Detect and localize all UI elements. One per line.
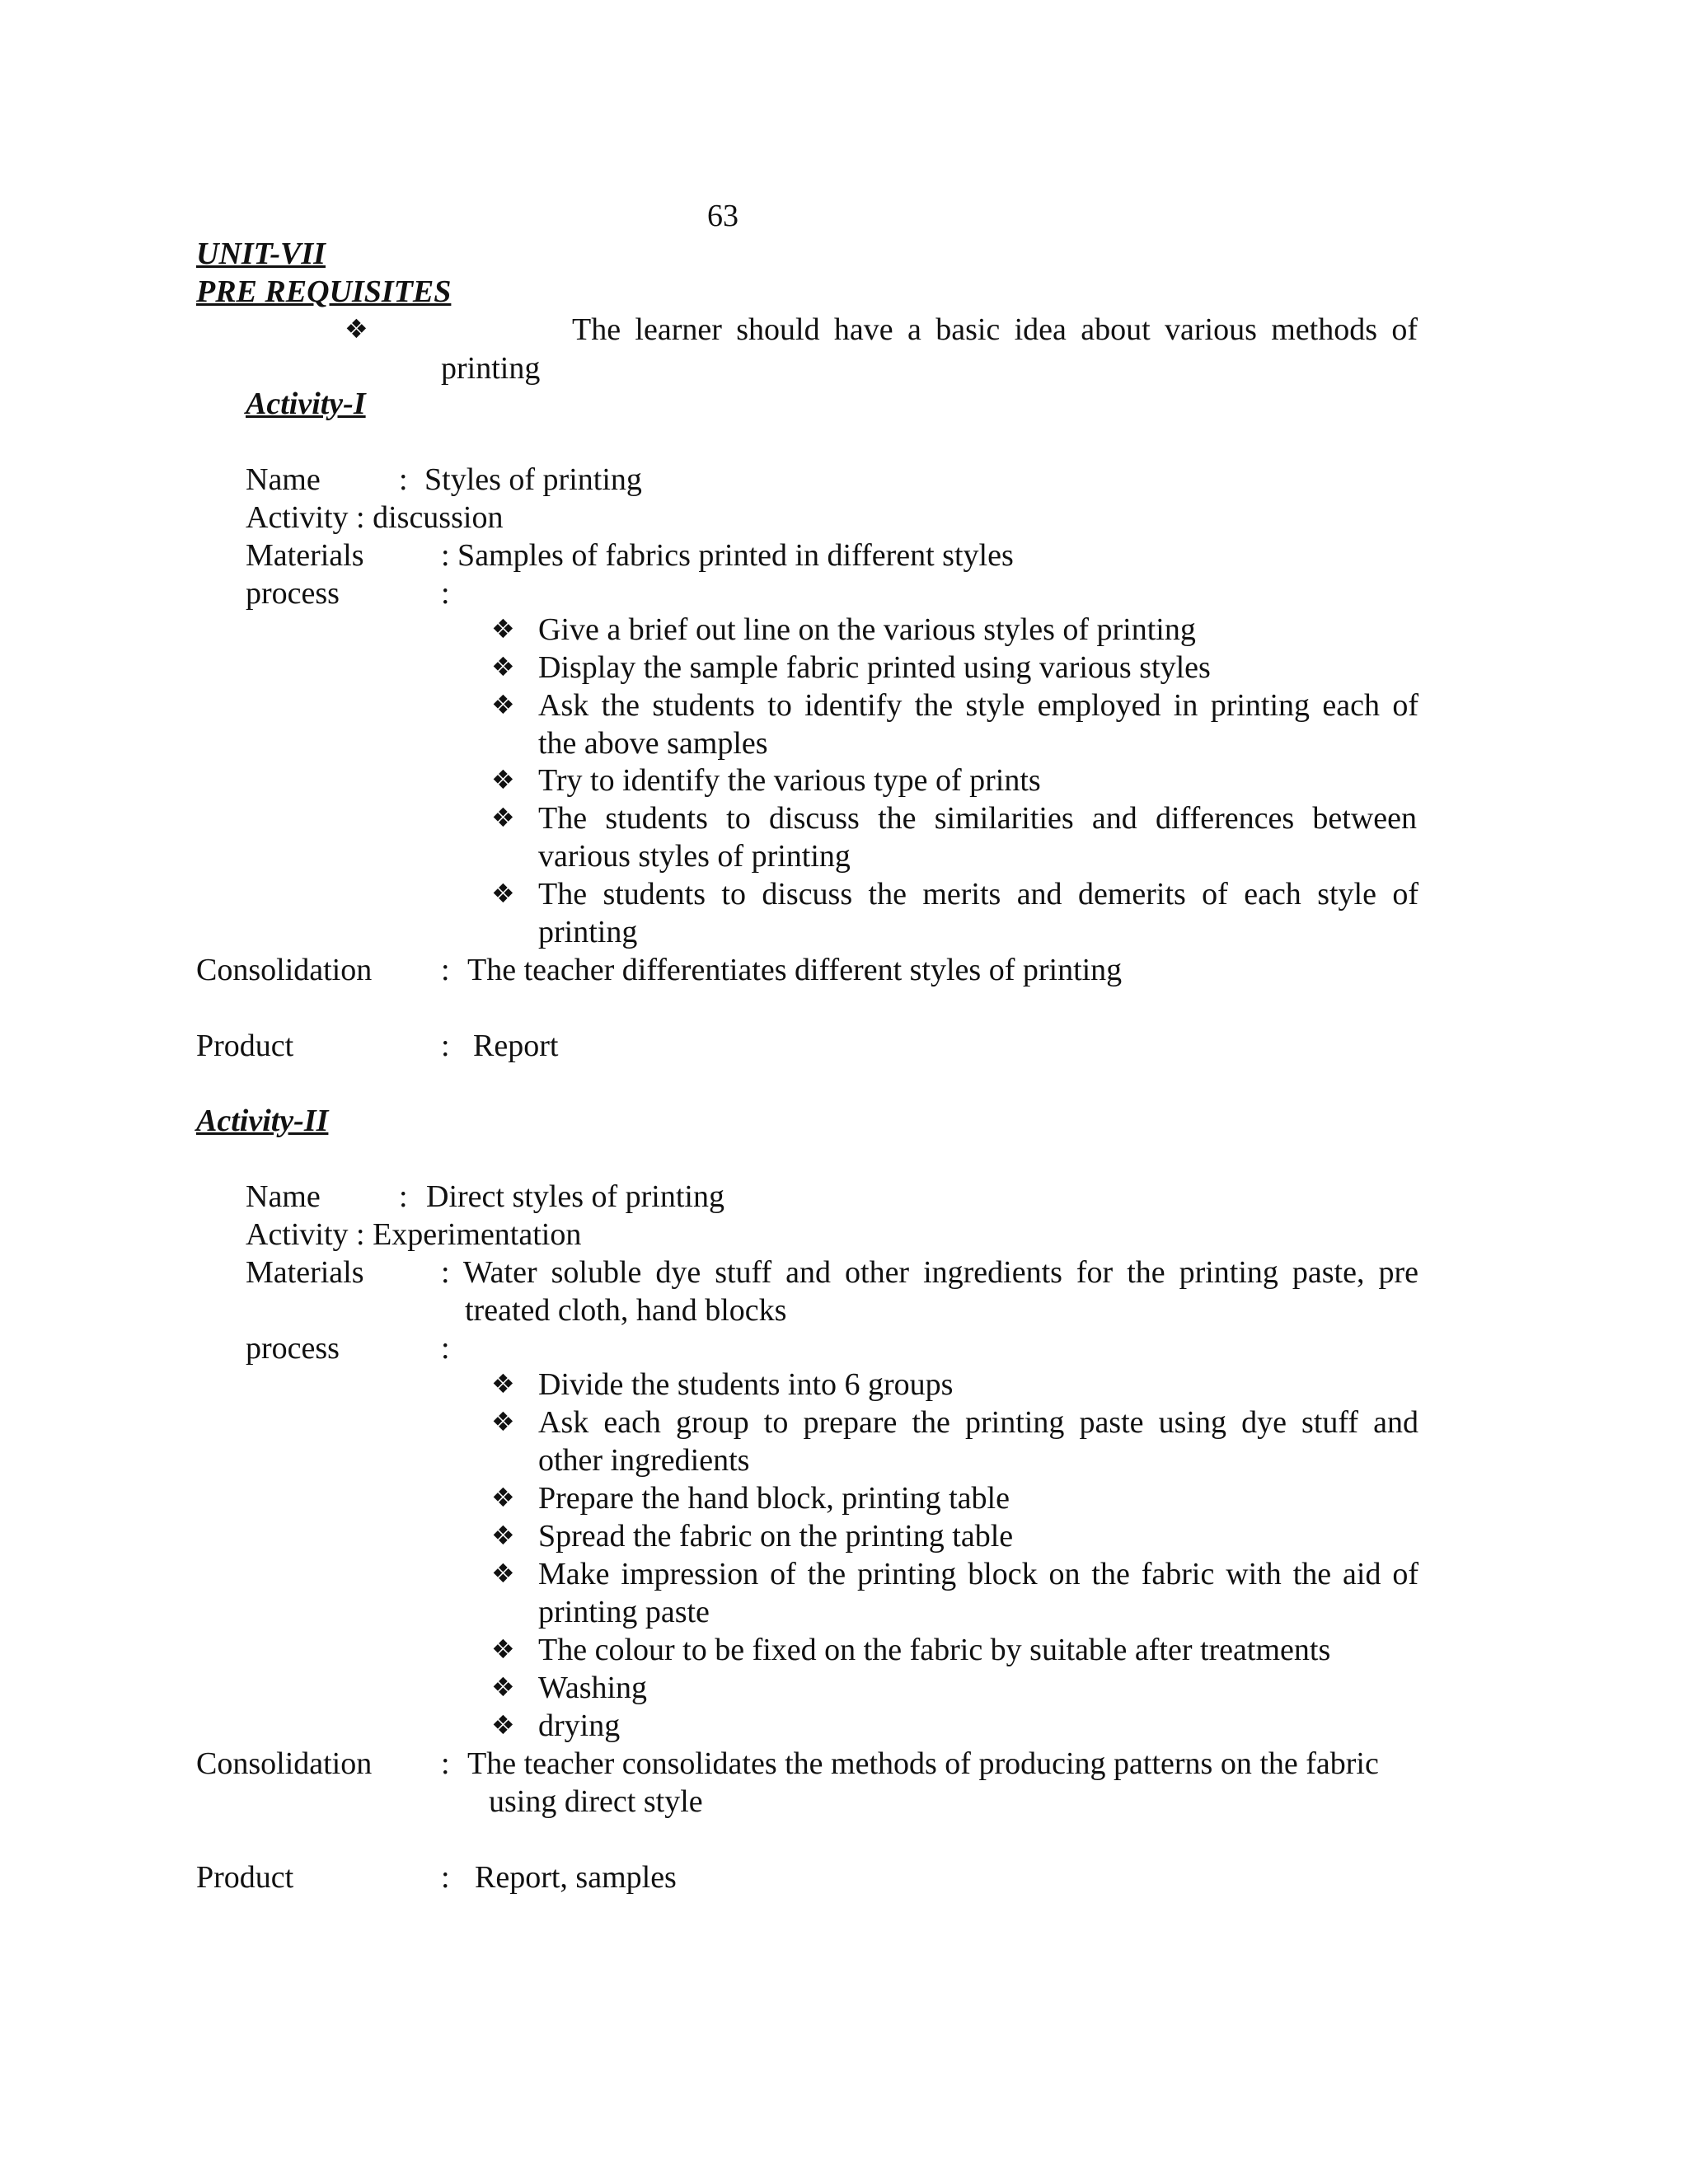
activity1-process-label: process <box>246 576 340 611</box>
activity2-name-label: Name <box>246 1179 321 1214</box>
activity2-step-7: Washing <box>538 1671 648 1705</box>
activity1-step-bullet-icon: ❖ <box>491 802 515 833</box>
activity1-step-bullet-icon: ❖ <box>491 689 515 720</box>
activity1-name-value: Styles of printing <box>424 462 642 497</box>
activity1-step-3-cont: the above samples <box>538 726 768 761</box>
activity2-step-bullet-icon: ❖ <box>491 1406 515 1437</box>
activity2-step-5: Make impression of the printing block on the fabric with the aid of <box>538 1557 1418 1591</box>
activity2-step-1: Divide the students into 6 groups <box>538 1367 954 1402</box>
activity2-step-bullet-icon: ❖ <box>491 1671 515 1703</box>
prerequisites-heading: PRE REQUISITES <box>196 274 452 309</box>
activity2-name-value: Direct styles of printing <box>426 1179 724 1214</box>
activity1-consolidation-value: The teacher differentiates different styles of printing <box>467 953 1123 987</box>
activity1-step-bullet-icon: ❖ <box>491 878 515 909</box>
activity1-consolidation-label: Consolidation <box>196 953 373 987</box>
page-number: 63 <box>707 199 738 233</box>
activity2-step-bullet-icon: ❖ <box>491 1482 515 1513</box>
activity2-step-4: Spread the fabric on the printing table <box>538 1519 1014 1554</box>
activity2-product-sep: : <box>441 1860 450 1895</box>
activity1-consolidation-sep: : <box>441 953 450 987</box>
activity1-step-1: Give a brief out line on the various styles of printing <box>538 612 1196 647</box>
activity2-materials-line1: : Water soluble dye stuff and other ingredients for the printing paste, pre <box>441 1255 1418 1290</box>
activity2-step-bullet-icon: ❖ <box>491 1709 515 1741</box>
activity2-step-2: Ask each group to prepare the printing paste using dye stuff and <box>538 1405 1418 1440</box>
activity2-step-bullet-icon: ❖ <box>491 1520 515 1551</box>
activity2-materials-label: Materials <box>246 1255 364 1290</box>
activity2-product-value: Report, samples <box>475 1860 677 1895</box>
activity1-product-label: Product <box>196 1029 294 1063</box>
activity1-materials-label: Materials <box>246 538 364 573</box>
activity1-step-5-cont: various styles of printing <box>538 839 851 874</box>
activity2-step-bullet-icon: ❖ <box>491 1633 515 1665</box>
prereq-bullet-icon: ❖ <box>345 313 368 344</box>
activity2-consolidation-label: Consolidation <box>196 1746 373 1781</box>
activity2-consolidation-line1: The teacher consolidates the methods of producing patterns on the fabric <box>467 1746 1379 1781</box>
activity2-consolidation-line2: using direct style <box>489 1784 703 1819</box>
prereq-text-line1: The learner should have a basic idea about various methods of <box>572 312 1418 347</box>
activity1-name-sep: : <box>399 462 408 497</box>
activity1-step-5: The students to discuss the similarities and differences between <box>538 801 1417 836</box>
activity2-step-8: drying <box>538 1708 621 1743</box>
activity2-materials-line2: treated cloth, hand blocks <box>465 1293 787 1328</box>
activity2-consolidation-sep: : <box>441 1746 450 1781</box>
activity1-step-bullet-icon: ❖ <box>491 651 515 682</box>
activity2-step-bullet-icon: ❖ <box>491 1368 515 1399</box>
activity2-process-label: process <box>246 1331 340 1366</box>
prereq-text-line2: printing <box>441 351 541 386</box>
activity2-process-sep: : <box>441 1331 450 1366</box>
activity1-heading: Activity-I <box>246 387 366 421</box>
unit-heading: UNIT-VII <box>196 237 326 271</box>
activity1-step-3: Ask the students to identify the style employed in printing each of <box>538 688 1418 723</box>
activity1-step-6-cont: printing <box>538 915 638 949</box>
activity1-name-label: Name <box>246 462 321 497</box>
activity2-name-sep: : <box>399 1179 408 1214</box>
activity1-step-bullet-icon: ❖ <box>491 613 515 644</box>
activity1-materials-value: : Samples of fabrics printed in different styles <box>441 538 1014 573</box>
activity1-product-sep: : <box>441 1029 450 1063</box>
activity1-step-4: Try to identify the various type of prints <box>538 763 1041 798</box>
activity1-activity-line: Activity : discussion <box>246 500 504 535</box>
activity2-step-bullet-icon: ❖ <box>491 1558 515 1589</box>
activity2-step-2-cont: other ingredients <box>538 1443 750 1478</box>
activity2-product-label: Product <box>196 1860 294 1895</box>
activity2-heading: Activity-II <box>196 1104 329 1138</box>
activity1-step-2: Display the sample fabric printed using various styles <box>538 650 1211 685</box>
activity2-activity-line: Activity : Experimentation <box>246 1217 582 1252</box>
activity1-step-bullet-icon: ❖ <box>491 764 515 795</box>
activity2-step-6: The colour to be fixed on the fabric by suitable after treatments <box>538 1633 1331 1667</box>
activity1-step-6: The students to discuss the merits and demerits of each style of <box>538 877 1418 912</box>
activity2-step-5-cont: printing paste <box>538 1595 710 1629</box>
activity1-process-sep: : <box>441 576 450 611</box>
activity1-product-value: Report <box>473 1029 559 1063</box>
activity2-step-3: Prepare the hand block, printing table <box>538 1481 1010 1516</box>
